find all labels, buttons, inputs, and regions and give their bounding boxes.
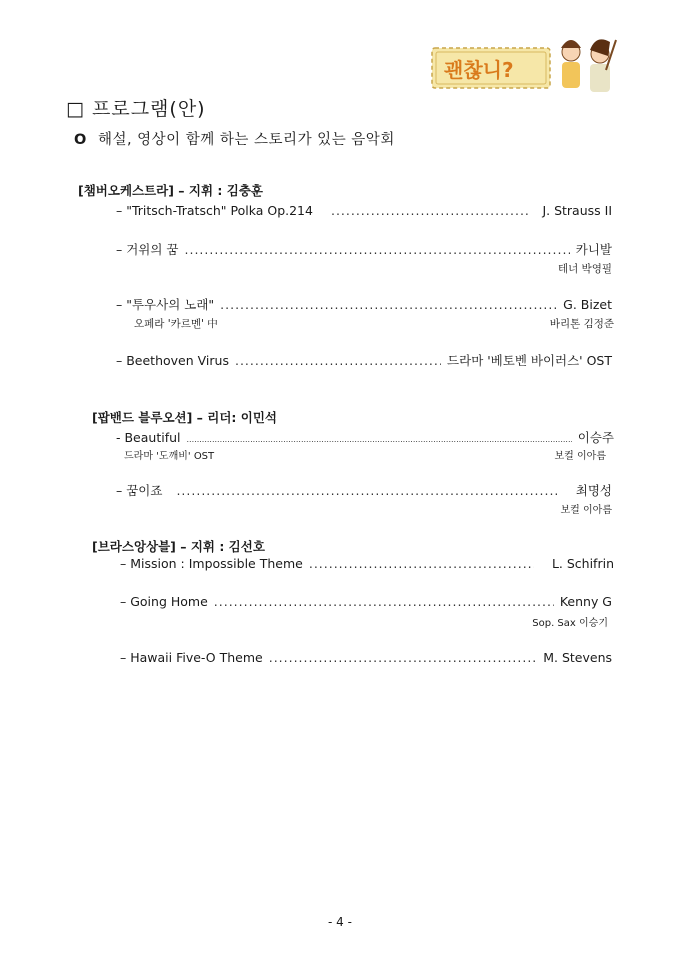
leader-dots xyxy=(214,594,554,609)
program-item xyxy=(120,556,614,571)
section-heading: [팝밴드 블루오션] – 리더: 이민석 xyxy=(92,410,277,425)
item-note xyxy=(120,614,608,629)
subtitle-marker: O xyxy=(74,132,87,148)
item-performer: G. Bizet xyxy=(563,297,612,312)
item-title: – 꿈이죠 xyxy=(116,483,163,498)
program-item xyxy=(116,240,612,258)
item-performer: J. Strauss II xyxy=(542,203,612,218)
item-performer: 최명성 xyxy=(575,483,612,498)
item-note xyxy=(124,447,606,462)
item-performer: 카니발 xyxy=(575,242,612,257)
logo-text: 괜찮니? xyxy=(444,58,514,82)
program-item xyxy=(120,594,612,609)
item-title: – "Tritsch-Tratsch" Polka Op.214 xyxy=(116,203,313,218)
program-item xyxy=(116,351,612,369)
leader-dots xyxy=(220,297,557,312)
title-text: 프로그램(안) xyxy=(92,98,206,120)
note-right: 테너 박영필 xyxy=(557,263,612,275)
leader-dots xyxy=(187,435,572,444)
title-marker: □ xyxy=(66,98,85,120)
item-performer: 이승주 xyxy=(577,430,614,445)
item-title: – Beethoven Virus xyxy=(116,353,229,368)
note-left: 드라마 '도깨비' OST xyxy=(124,451,215,462)
item-title: – 거위의 꿈 xyxy=(116,242,179,257)
program-item xyxy=(116,295,612,313)
section-heading: [브라스앙상블] – 지휘 : 김선호 xyxy=(92,539,265,554)
item-title: – "투우사의 노래" xyxy=(116,297,215,312)
item-note xyxy=(134,316,614,331)
page-title xyxy=(66,94,206,121)
leader-dots xyxy=(269,650,538,665)
note-right: 바리톤 김정준 xyxy=(549,318,614,330)
item-performer: Kenny G xyxy=(559,594,612,609)
leader-dots xyxy=(176,483,557,498)
item-note xyxy=(116,501,612,516)
item-title: - Beautiful xyxy=(116,430,181,445)
item-title: – Hawaii Five-O Theme xyxy=(120,650,263,665)
note-left: 오페라 '카르멘' 中 xyxy=(134,318,218,330)
leader-dots xyxy=(235,353,441,368)
subtitle-text: 해설, 영상이 함께 하는 스토리가 있는 음악회 xyxy=(97,132,395,148)
logo xyxy=(430,34,620,104)
note-right: 보컬 이아름 xyxy=(560,505,612,516)
leader-dots xyxy=(185,242,570,257)
item-title: – Going Home xyxy=(120,594,208,609)
item-performer: M. Stevens xyxy=(543,650,612,665)
item-title: – Mission : Impossible Theme xyxy=(120,556,303,571)
program-item xyxy=(116,428,614,446)
item-note xyxy=(116,261,612,276)
leader-dots xyxy=(331,203,528,218)
program-item xyxy=(120,650,612,665)
page-subtitle xyxy=(74,128,395,149)
section-heading: [챔버오케스트라] – 지휘 : 김충훈 xyxy=(78,183,263,198)
item-performer: L. Schifrin xyxy=(551,556,614,571)
page-number: - 4 - xyxy=(328,915,352,929)
note-right: Sop. Sax 이승기 xyxy=(532,618,608,629)
note-right: 보컬 이아름 xyxy=(554,451,606,462)
leader-dots xyxy=(309,556,534,571)
item-performer: 드라마 '베토벤 바이러스' OST xyxy=(447,353,612,368)
program-item xyxy=(116,481,612,499)
program-item xyxy=(116,203,612,218)
